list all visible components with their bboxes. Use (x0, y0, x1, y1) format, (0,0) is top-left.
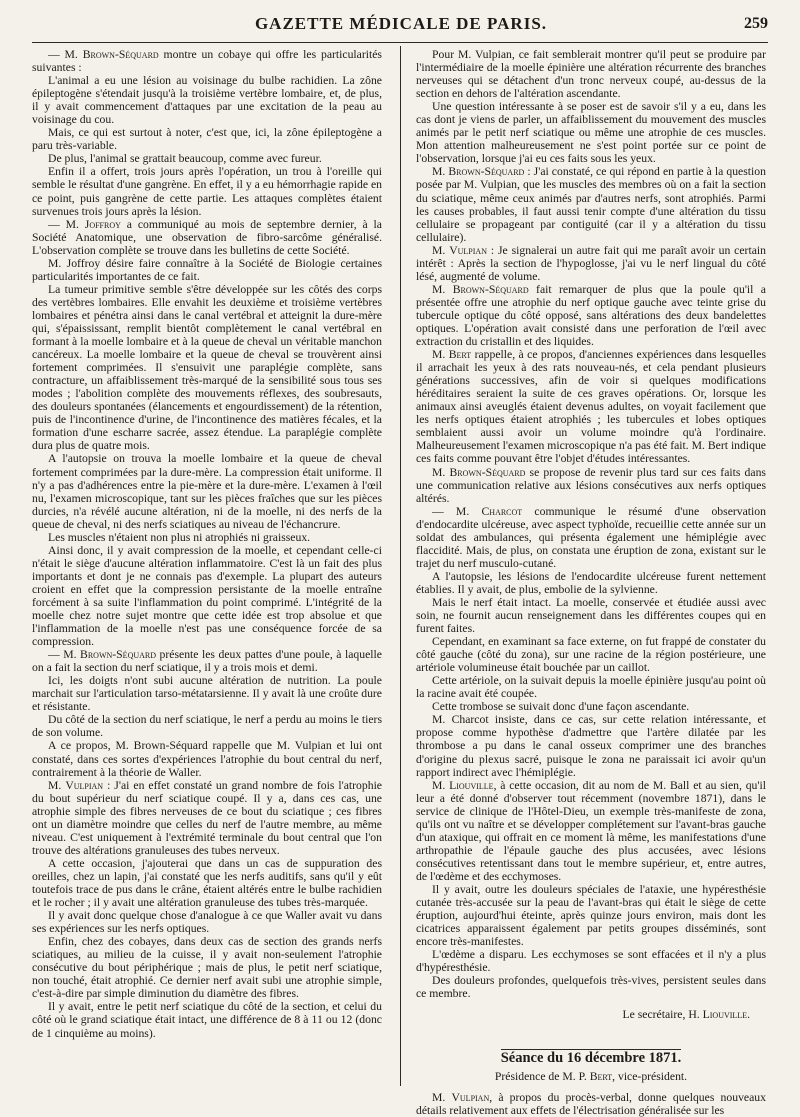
paragraph (416, 974, 766, 1000)
header-rule (32, 42, 768, 43)
paragraph (416, 348, 766, 465)
paragraph (32, 48, 382, 74)
text-run: a communiqué au mois de septembre dernier, à la Société Anatomique, une observation de fibro-sarcôme généralisé. L'observation complète se trouve dans les bulletins de cette Société. (32, 217, 382, 257)
text-run: La tumeur primitive semble s'être développée sur les côtés des corps des vertèbres lombaires. Elle envahit les deuxième et troisième vertèbres lombaires et pénétra ainsi dans le canal vertébral et atteignit la dure-mère qui, s'épaississant, remplit bientôt complètement le canal vertébral en formant à la moelle lombaire et à la queue de cheval un véritable manchon cancéreux. La moelle lombaire et la queue de cheval se trouvèrent ainsi fortement comprimées. Il s'ensuivit une paraplégie complète, sans contracture, un affaiblissement très-marqué de la sensibilité sous tous ses modes ; l'abolition complète des mouvements réflexes, des soubresauts, des douleurs spontanées (élancements et engourdissement) de la rétention, puis de l'incontinence d'urine, de l'incontinence des matières fécales, et la formation d'une escharre sacrée, assez étendue. La paraplégie complète dura plus de quatre mois. (32, 282, 382, 453)
text-run: M. Joffroy désire faire connaître à la Société de Biologie certaines particularités importantes de ce fait. (32, 256, 382, 283)
speaker-name: Bert (448, 348, 472, 362)
text-run: Le secrétaire, H. (622, 1008, 703, 1022)
paragraph (416, 596, 766, 635)
text-run: L'animal a eu une lésion au voisinage du bulbe rachidien. La zône épileptogène s'étendait jusqu'à la troisième vertèbre lombaire, et, de plus, il y avait commencement d'attaques par une excitation de la peau au voisinage du cou. (32, 74, 382, 127)
paragraph (416, 570, 766, 596)
final-paragraph (416, 1091, 766, 1117)
text-run: Mais, ce qui est surtout à noter, c'est que, ici, la zône épileptogène a paru très-variable. (32, 126, 382, 153)
paragraph (416, 713, 766, 778)
text-run: fait remarquer de plus que la poule qu'il a présentée offre une atrophie du nerf optique gauche avec teinte grise du tubercule optique du côté opposé, sans altérations des deux bandelettes optiques. L'opération avait consisté dans une perforation de l'œil avec extraction du cristallin et des liquides. (416, 282, 766, 349)
speaker-name: Vulpian (451, 1090, 490, 1104)
text-run: — M. (48, 217, 85, 231)
left-column (32, 48, 382, 1040)
text-run: : Je signalerai un autre fait qui me paraît avoir un certain intérêt : Après la section de l'hypoglosse, j'ai vu le nerf lingual du côté lésé, augmenté de volume. (416, 243, 766, 283)
paragraph (416, 48, 766, 100)
text-run: : J'ai constaté, ce qui répond en partie à la question posée par M. Vulpian, que les muscles des membres où on a fait la section du sciatique, même ceux animés par d'autres nerfs, sont atrophiés. Parmi les causes probables, il faut aussi tenir compte d'une altération du tissu cellulaire se propageant par contiguité (car il y a altération du tissu cellulaire). (416, 165, 766, 244)
text-run: M. (432, 465, 450, 479)
text-run: , vice-président. (612, 1069, 688, 1083)
text-run: M. (432, 348, 449, 362)
page-header (32, 12, 770, 44)
text-run: M. (432, 778, 450, 792)
text-run: Du côté de la section du nerf sciatique, le nerf a perdu au moins le tiers de son volume. (32, 713, 382, 740)
speaker-name: Brown-Séquard (80, 648, 157, 662)
text-run: — M. (48, 48, 83, 61)
text-run: A l'autopsie, les lésions de l'endocardite ulcéreuse furent nettement établies. Il y avait, de plus, embolie de la sylvienne. (416, 569, 766, 596)
paragraph (32, 1000, 382, 1039)
right-column-paragraphs (416, 48, 766, 1000)
text-run: Il y avait donc quelque chose d'analogue à ce que Waller avait vu dans ses expériences sur les nerfs optiques. (32, 909, 382, 936)
secretary-signature (416, 1008, 766, 1021)
paragraph (32, 713, 382, 739)
text-run: rappelle, à ce propos, d'anciennes expériences dans lesquelles il arrachait les yeux à des rats nouveau-nés, et cela pendant plusieurs générations successives, afin de voir si quelques modifications héréditaires seraient la suite de ces graves opérations. Or, lorsque les animaux ainsi aveuglés étaient devenus adultes, on voyait facilement que les nerfs optiques étaient atrophiés ; les tubercules et lobes optiques semblaient aussi avoir un volume moindre qu'à l'ordinaire. Malheureusement l'examen microscopique n'a pas été fait. M. Bert indique ces faits comme pouvant être l'objet d'études intéressantes. (416, 348, 766, 466)
speaker-name: Charcot (481, 504, 523, 518)
text-run: Des douleurs profondes, quelquefois très-vives, persistent seules dans ce membre. (416, 974, 766, 1001)
speaker-name: Liouville. (702, 1008, 750, 1022)
paragraph (416, 466, 766, 505)
text-run: A l'autopsie on trouva la moelle lombaire et la queue de cheval fortement comprimées par la dure-mère. La compression était uniforme. Il n'y a pas d'adhérences entre la pie-mère et la dure-mère. L'examen à l'œil nu, l'examen microscopique, tant sur les pièces fraîches que sur les pièces durcies, n'a révélé aucune altération, ni de la moelle, ni des nerfs de la queue de cheval, ni des nerfs sciatiques au niveau de l'échancrure. (32, 452, 382, 531)
paragraph (416, 100, 766, 165)
paragraph (32, 218, 382, 257)
right-column (416, 48, 766, 1117)
paragraph (32, 909, 382, 935)
text-run: Pour M. Vulpian, ce fait semblerait montrer qu'il peut se produire par l'intermédiaire de la moelle épinière une altération récurrente des branches nerveuses qui se détachent d'un tronc nerveux coupé, au-dessus de la section en dehors de l'altération ascendante. (416, 48, 766, 101)
paragraph (416, 635, 766, 674)
text-run: M. (432, 1090, 452, 1104)
text-run: M. (432, 165, 449, 179)
paragraph (32, 857, 382, 909)
speaker-name: Brown-Séquard (448, 165, 525, 179)
text-run: A cette occasion, j'ajouterai que dans un cas de suppuration des oreilles, chez un lapin, j'ai constaté que les nerfs auditifs, sans qu'il y eût toutefois trace de pus dans le crâne, étaient altérés entre le bulbe rachidien et le rocher ; il y avait une altération granuleuse des tubes très-marquée. (32, 856, 382, 910)
text-run: M. (48, 778, 66, 792)
paragraph (416, 505, 766, 570)
text-run: — M. (48, 648, 81, 662)
paragraph (32, 126, 382, 152)
text-run: Cette artériole, on la suivait depuis la moelle épinière jusqu'au point où la racine avait été coupée. (416, 674, 766, 701)
paragraph (416, 283, 766, 348)
paragraph (32, 531, 382, 544)
seance-heading: Séance du 16 décembre 1871. (500, 1050, 682, 1067)
speaker-name: Liouville (449, 778, 494, 792)
text-run: Présidence de M. P. (494, 1069, 590, 1083)
text-run: : J'ai en effet constaté un grand nombre de fois l'atrophie du bout supérieur du nerf sciatique coupé. Il y a, dans ces cas, une atrophie simple des fibres nerveuses de ce bout du sciatique ; ces fibres ont un diamètre moindre que celles du nerf de l'autre membre, au même niveau. C'est uniquement à l'extrémité terminale du bout central que l'on trouve des altérations granuleuses des tubes nerveux. (32, 778, 382, 857)
text-run: montre un cobaye qui offre les particularités suivantes : (32, 48, 382, 75)
text-run: Enfin, chez des cobayes, dans deux cas de section des grands nerfs sciatiques, au milieu de la cuisse, il y avait non-seulement l'atrophie consécutive du bout périphérique ; mais de plus, le petit nerf sciatique, non touché, était atrophié. Ce dernier nerf avait subi une atrophie simple, c'est-à-dire par simple diminution du diamètre des fibres. (32, 935, 382, 1001)
paragraph (32, 648, 382, 674)
text-run: Il y avait, entre le petit nerf sciatique du côté de la section, et celui du côté où le grand sciatique était intact, une différence de 8 à 11 ou 12 (donc de 1 cinquième au moins). (32, 1000, 382, 1040)
text-run: M. (432, 282, 453, 296)
speaker-name: Brown-Séquard (449, 465, 526, 479)
page-number: 259 (744, 15, 768, 32)
presidence-line (416, 1070, 766, 1083)
text-run: , à propos du procès-verbal, donne quelques nouveaux détails relativement aux effets de l'électrisation généralisée sur les (416, 1090, 766, 1117)
paragraph (416, 674, 766, 700)
speaker-name: Brown-Séquard (452, 282, 529, 296)
paragraph (416, 165, 766, 243)
paragraph (32, 739, 382, 778)
paragraph (416, 883, 766, 948)
speaker-name: Bert (589, 1069, 613, 1083)
text-run: Ainsi donc, il y avait compression de la moelle, et cependant celle-ci n'était le siège d'aucune altération inflammatoire. C'est là un fait des plus importants et dont je ne connais pas d'exemple. La plupart des auteurs croient en effet que la compression persistante de la moelle entraîne forcément à sa suite l'inflammation du point comprimé. L'intégrité de la moelle chez notre sujet montre que cette idée est trop absolue et que l'inflammation de la moelle n'est pas une conséquence forcée de sa compression. (32, 543, 382, 649)
paragraph (32, 165, 382, 217)
text-run: Cependant, en examinant sa face externe, on fut frappé de constater du côté gauche (côté du zona), sur une racine de la région postérieure, une artériole volumineuse était bouchée par un caillot. (416, 635, 766, 675)
paragraph (32, 544, 382, 648)
text-run: Il y avait, outre les douleurs spéciales de l'ataxie, une hypéresthésie cutanée très-accusée sur la peau de l'avant-bras qui était le siège de cette éruption, aujourd'hui éteinte, après quinze jours environ, mais dont les cicatrices apparaissent également par petits groupes disséminés, sont encore très-manifestes. (416, 883, 766, 949)
column-divider (400, 46, 401, 1086)
text-run: communique le résumé d'une observation d'endocardite ulcéreuse, avec aspect typhoïde, recueillie cette année sur un soldat des ambulances, qui présenta également une hémiplégie avec flaccidité. Mais, de plus, on constata une éruption de zona, existant sur le trajet du nerf musculo-cutané. (416, 504, 766, 570)
paragraph (32, 779, 382, 857)
paragraph (32, 74, 382, 126)
speaker-name: Joffroy (84, 217, 121, 231)
paragraph (416, 948, 766, 974)
speaker-name: Vulpian (65, 778, 104, 792)
text-run: M. Charcot insiste, dans ce cas, sur cette relation intéressante, et propose comme hypothèse d'admettre que l'artère dilatée par les thrombose a pu dans le canal osseux comprimer une des branches d'origine du plexus sacré, puisque le zona ne paraissait ici avoir qu'un rapport indirect avec l'hémiplégie. (416, 713, 766, 779)
paragraph (32, 674, 382, 713)
text-run: se propose de revenir plus tard sur ces faits dans une communication relative aux lésions consécutives aux nerfs optiques altérés. (416, 465, 766, 505)
text-run: M. (432, 243, 450, 257)
journal-title: GAZETTE MÉDICALE DE PARIS. (254, 14, 548, 33)
text-run: Ici, les doigts n'ont subi aucune altération de nutrition. La poule marchait sur l'articulation tarso-métatarsienne. Il y avait là une croûte dure et résistante. (32, 674, 382, 714)
paragraph (416, 700, 766, 713)
paragraph (416, 779, 766, 883)
text-run: Les muscles n'étaient non plus ni atrophiés ni graisseux. (48, 530, 311, 544)
text-run: — M. (432, 504, 482, 518)
paragraph (32, 283, 382, 453)
seance-heading-wrap (416, 1049, 766, 1065)
paragraph (416, 244, 766, 283)
text-run: L'œdème a disparu. Les ecchymoses se sont effacées et il n'y a plus d'hypéresthésie. (416, 948, 766, 975)
text-run: , à cette occasion, dit au nom de M. Ball et au sien, qu'il leur a été donné d'observer tout récemment (novembre 1871), dans le service de clinique de l'Hôtel-Dieu, un exemple très-manifeste de zona, qu'ils ont vu naître et se développer complétement sur l'avant-bras gauche d'un ataxique, qui offrait en ce moment là même, les manifestations d'une arthropathie de l'épaule gauche des plus accusées, avec lésions consécutives retentissant dans tout le membre supérieur, et, entre autres, de l'œdème et des ecchymoses. (416, 778, 766, 883)
paragraph (32, 257, 382, 283)
paragraph (32, 452, 382, 530)
text-run: Cette trombose se suivait donc d'une façon ascendante. (432, 700, 690, 714)
text-run: A ce propos, M. Brown-Séquard rappelle que M. Vulpian et lui ont constaté, dans ces sortes d'expériences l'atrophie du bout central du nerf, contrairement à la théorie de Waller. (32, 739, 382, 779)
text-run: Mais le nerf était intact. La moelle, conservée et étudiée aussi avec soin, ne fournit aucun renseignement dans les différentes coupes qui en furent faites. (416, 595, 766, 636)
text-run: Une question intéressante à se poser est de savoir s'il y a eu, dans les cas dont je viens de parler, un affaiblissement du mouvement des muscles animés par le petit nerf sciatique ou même une atrophie de ces muscles. Mon attention malheureusement ne s'est point portée sur ce point de l'observation, lorsque j'ai eu ces faits sous les yeux. (416, 100, 766, 166)
text-run: présente les deux pattes d'une poule, à laquelle on a fait la section du nerf sciatique, il y a trois mois et demi. (32, 648, 382, 675)
speaker-name: Brown-Séquard (82, 48, 159, 61)
paragraph (32, 935, 382, 1000)
paragraph (32, 152, 382, 165)
speaker-name: Vulpian (449, 243, 487, 257)
text-run: De plus, l'animal se grattait beaucoup, comme avec fureur. (48, 152, 322, 166)
text-run: Enfin il a offert, trois jours après l'opération, un trou à l'oreille qui semble le résultat d'une gangrène. En effet, il y a eu hémorrhagie rapide en ce point, puis gangrène de cette partie. Les attaques complètes étaient survenues trois jours après la lésion. (32, 165, 382, 218)
